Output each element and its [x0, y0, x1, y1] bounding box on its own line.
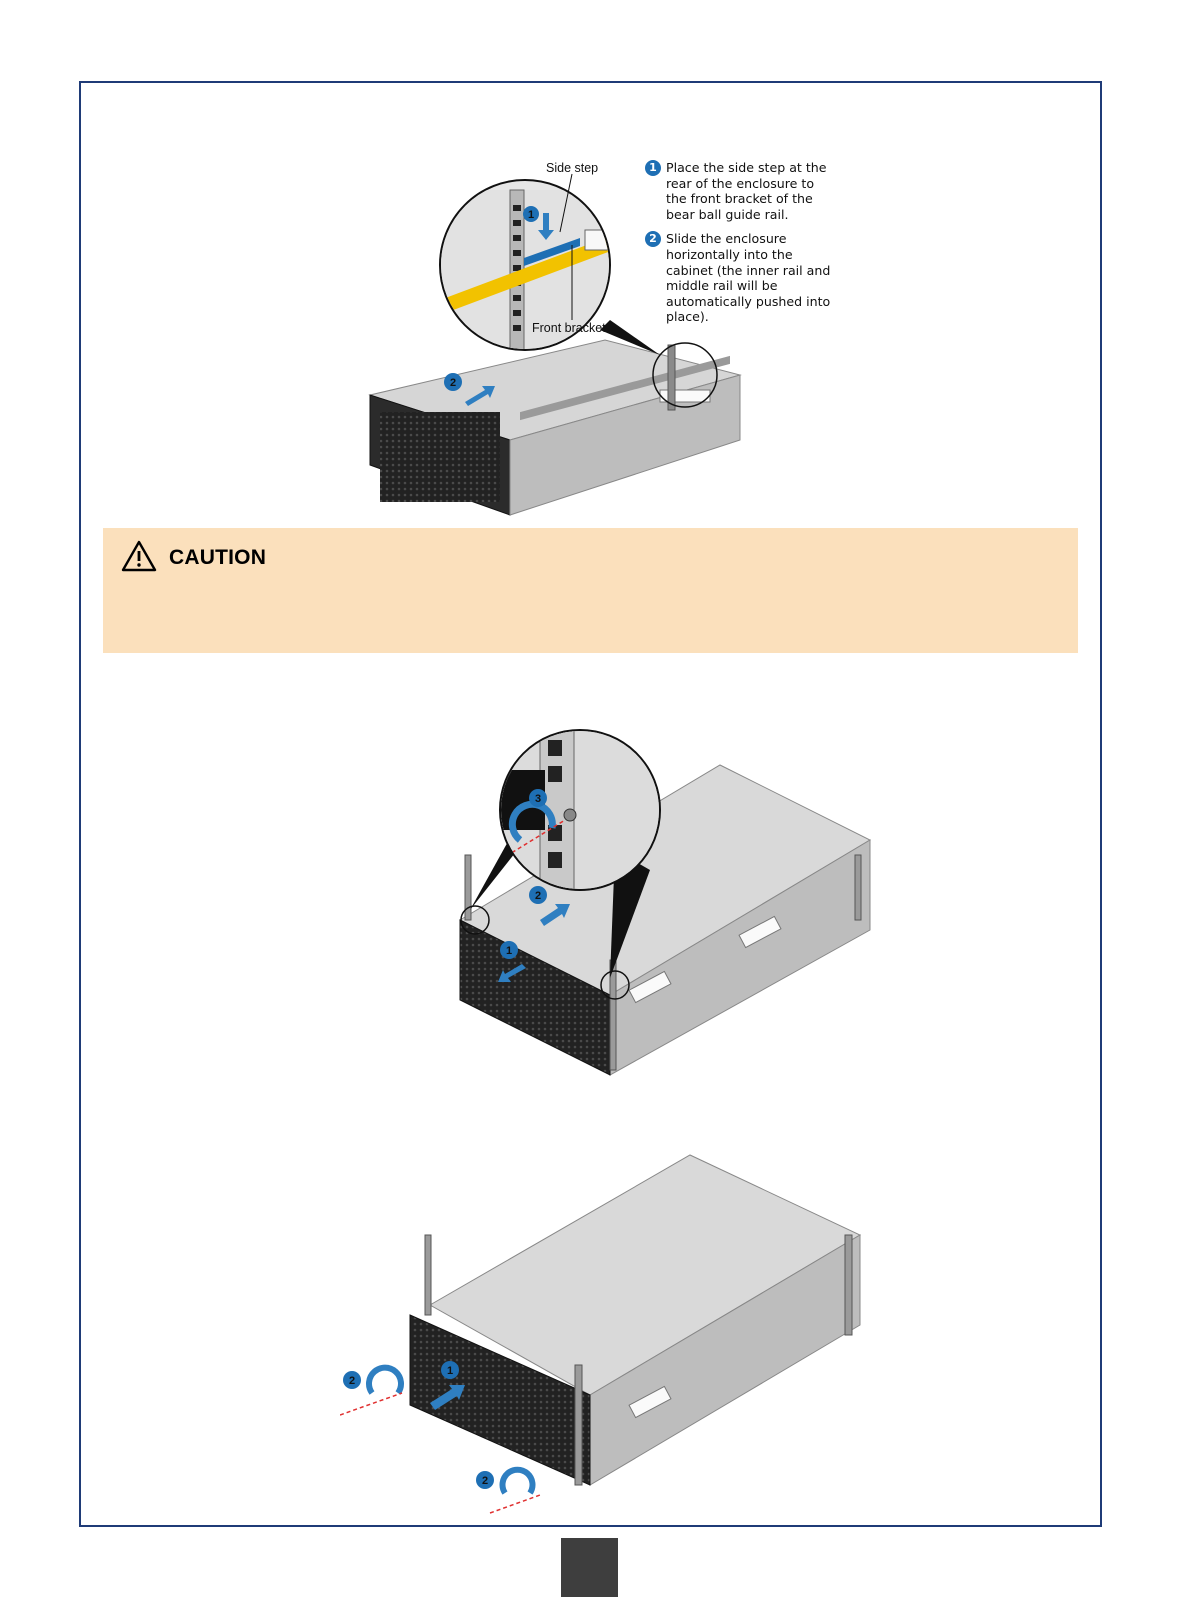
caution-box: [103, 528, 1078, 653]
badge-3: 3: [534, 793, 542, 805]
front-bracket-label: Front bracket: [532, 321, 606, 335]
side-step-label: Side step: [546, 161, 599, 175]
badge-2: 2: [449, 377, 457, 389]
step-badge-1: 1: [645, 160, 661, 176]
step-1-text: Place the side step at the rear of the enclosure to the front bracket of the bear ball guide rail.: [666, 160, 827, 222]
badge-1: 1: [505, 945, 513, 957]
warning-triangle-icon: [121, 540, 157, 577]
step-badge-2: 2: [645, 231, 661, 247]
caution-title: CAUTION: [169, 546, 267, 569]
badge-2-left: 2: [348, 1375, 356, 1387]
badge-2-bottom: 2: [481, 1475, 489, 1487]
figure-secure-enclosure: [440, 720, 920, 1100]
step-2-text: Slide the enclosure horizontally into the cabinet (the inner rail and middle rail will be automatically pushed into place).: [666, 231, 831, 325]
badge-1: 1: [446, 1365, 454, 1377]
badge-1: 1: [527, 209, 535, 221]
step-1: [645, 160, 835, 222]
figure-tighten-screws: [340, 1135, 910, 1525]
step-2: [645, 231, 835, 325]
caution-header: [121, 540, 266, 576]
badge-2: 2: [534, 890, 542, 902]
figure1-steps: [645, 160, 835, 334]
page-number-tab: [561, 1538, 618, 1597]
